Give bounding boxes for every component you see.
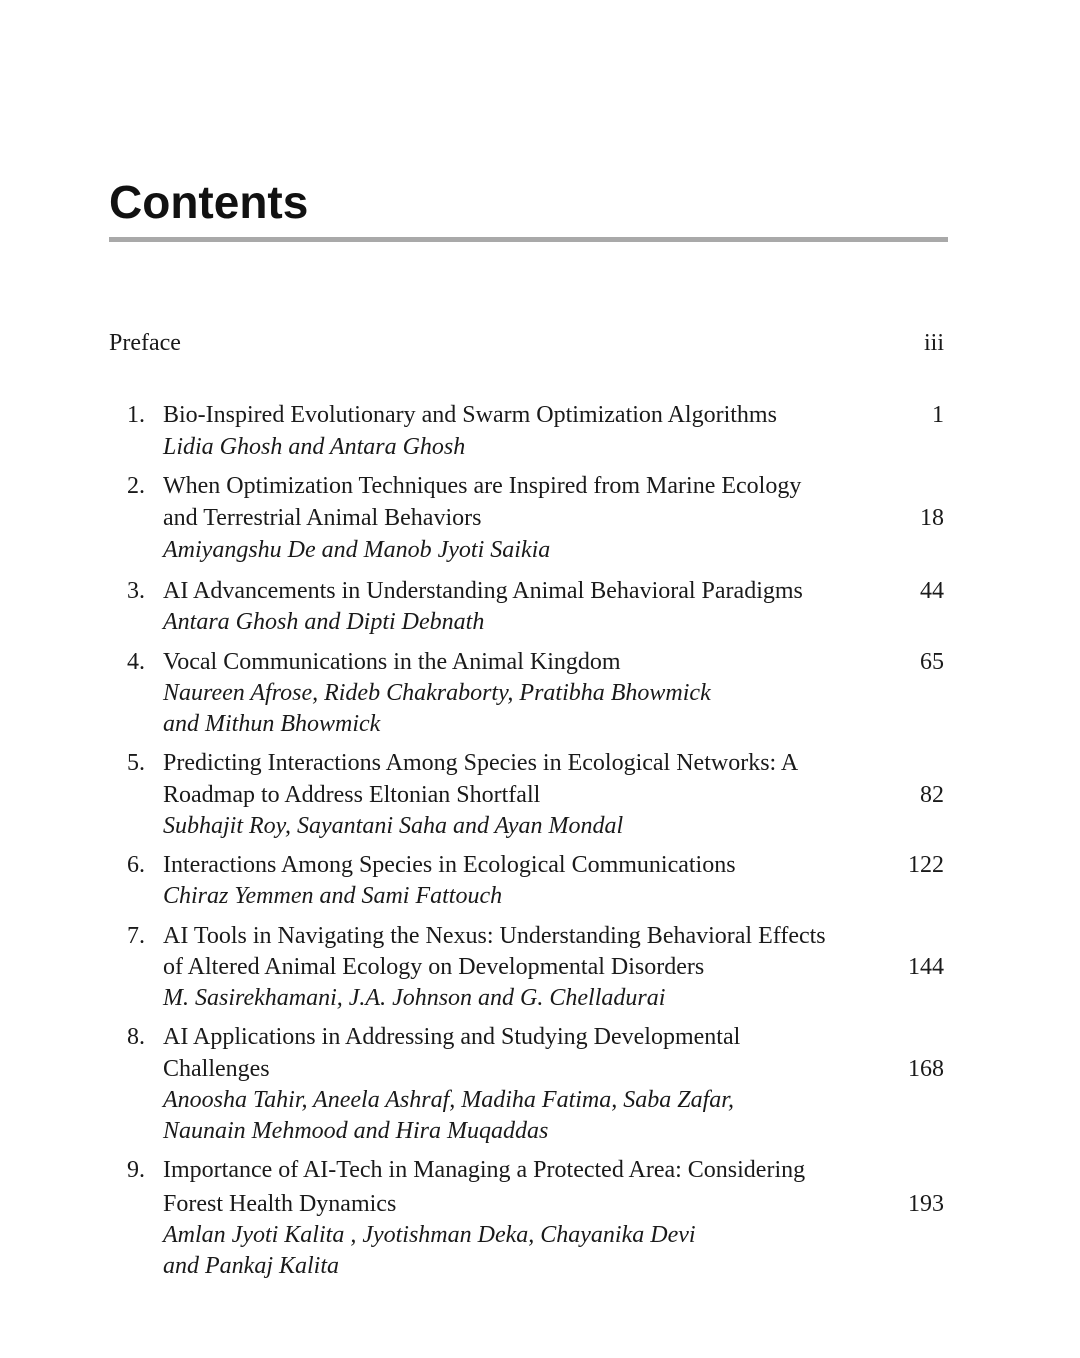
preface-label[interactable]: Preface — [109, 330, 181, 356]
entry-number: 7. — [127, 923, 145, 949]
entry-page-number: 1 — [932, 402, 944, 428]
title-underline — [109, 237, 948, 242]
entry-title-line[interactable]: Roadmap to Address Eltonian Shortfall — [163, 782, 541, 808]
entry-page-number: 82 — [920, 782, 944, 808]
entry-page-number: 65 — [920, 649, 944, 675]
entry-authors-line: Naureen Afrose, Rideb Chakraborty, Pratibha Bhowmick — [163, 680, 711, 706]
entry-page-number: 122 — [908, 852, 944, 878]
entry-title-line[interactable]: Challenges — [163, 1056, 270, 1082]
entry-page-number: 18 — [920, 505, 944, 531]
entry-authors-line: Amiyangshu De and Manob Jyoti Saikia — [163, 537, 551, 563]
entry-authors-line: Chiraz Yemmen and Sami Fattouch — [163, 883, 503, 909]
entry-title-line[interactable]: When Optimization Techniques are Inspired from Marine Ecology — [163, 473, 802, 499]
entry-number: 2. — [127, 473, 145, 499]
entry-authors-line: Naunain Mehmood and Hira Muqaddas — [163, 1118, 549, 1144]
entry-authors-line: M. Sasirekhamani, J.A. Johnson and G. Chelladurai — [163, 985, 666, 1011]
entry-title-line[interactable]: Interactions Among Species in Ecological Communications — [163, 852, 736, 878]
entry-number: 6. — [127, 852, 145, 878]
entry-authors-line: and Mithun Bhowmick — [163, 711, 381, 737]
entry-number: 3. — [127, 578, 145, 604]
entry-number: 8. — [127, 1024, 145, 1050]
entry-page-number: 168 — [908, 1056, 944, 1082]
entry-page-number: 44 — [920, 578, 944, 604]
entry-page-number: 144 — [908, 954, 944, 980]
entry-authors-line: Anoosha Tahir, Aneela Ashraf, Madiha Fatima, Saba Zafar, — [163, 1087, 734, 1113]
entry-title-line[interactable]: Vocal Communications in the Animal Kingdom — [163, 649, 621, 675]
entry-authors-line: Amlan Jyoti Kalita , Jyotishman Deka, Chayanika Devi — [163, 1222, 696, 1248]
entry-title-line[interactable]: AI Applications in Addressing and Studying Developmental — [163, 1024, 741, 1050]
entry-title-line[interactable]: Importance of AI-Tech in Managing a Protected Area: Considering — [163, 1157, 806, 1183]
entry-title-line[interactable]: Predicting Interactions Among Species in Ecological Networks: A — [163, 750, 799, 776]
page-title: Contents — [109, 176, 309, 228]
entry-number: 9. — [127, 1157, 145, 1183]
entry-number: 4. — [127, 649, 145, 675]
entry-number: 5. — [127, 750, 145, 776]
entry-title-line[interactable]: and Terrestrial Animal Behaviors — [163, 505, 482, 531]
preface-page-number: iii — [923, 330, 944, 356]
entry-authors-line: Subhajit Roy, Sayantani Saha and Ayan Mondal — [163, 813, 624, 839]
entry-title-line[interactable]: Bio-Inspired Evolutionary and Swarm Optimization Algorithms — [163, 402, 777, 428]
entry-title-line[interactable]: of Altered Animal Ecology on Developmental Disorders — [163, 954, 705, 980]
entry-authors-line: Antara Ghosh and Dipti Debnath — [163, 609, 485, 635]
entry-title-line[interactable]: AI Tools in Navigating the Nexus: Understanding Behavioral Effects — [163, 923, 826, 949]
entry-authors-line: and Pankaj Kalita — [163, 1253, 339, 1279]
entry-page-number: 193 — [908, 1191, 944, 1217]
entry-title-line[interactable]: AI Advancements in Understanding Animal Behavioral Paradigms — [163, 578, 803, 604]
entry-number: 1. — [127, 402, 145, 428]
entry-authors-line: Lidia Ghosh and Antara Ghosh — [163, 434, 466, 460]
entry-title-line[interactable]: Forest Health Dynamics — [163, 1191, 397, 1217]
